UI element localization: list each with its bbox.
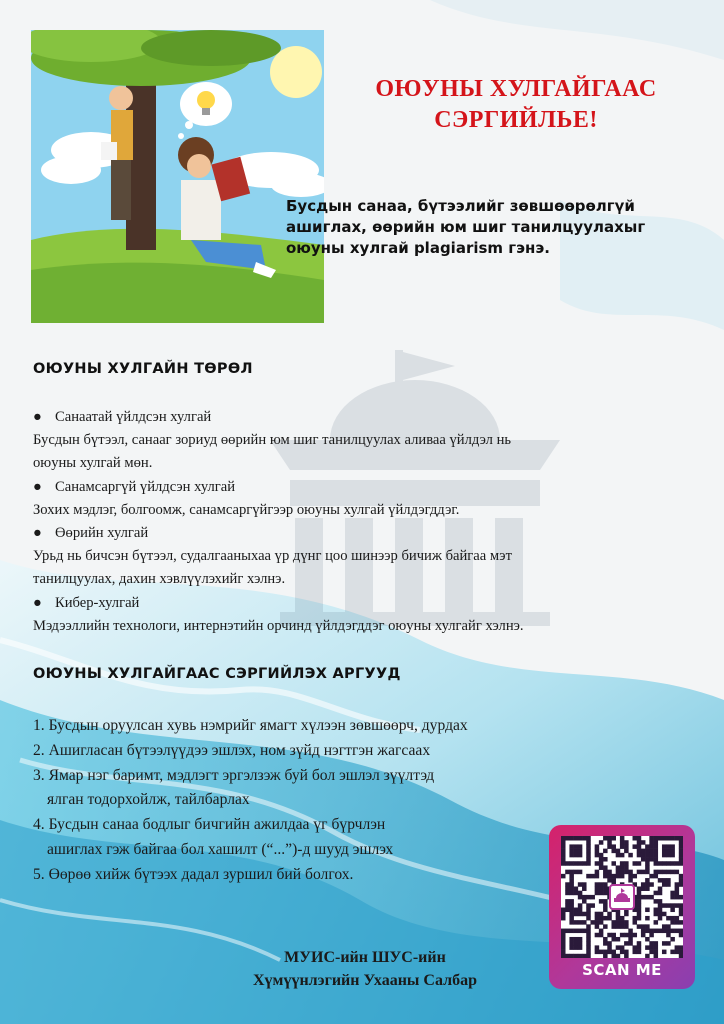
types-heading: ОЮУНЫ ХУЛГАЙН ТӨРӨЛ (33, 361, 253, 377)
intro-line-3: оюуны хулгай plagiarism гэнэ. (286, 239, 550, 257)
reading-under-tree-illustration (31, 30, 324, 323)
method-item-continued: ашиглах гэж байгаа бол хашилт (“...”)-д шууд эшлэх (47, 840, 394, 858)
qr-code-matrix (561, 836, 683, 958)
type-label: Санаатай үйлдсэн хулгай (55, 409, 212, 425)
type-desc: Зохих мэдлэг, болгоомж, санамсаргүйгээр оюуны хулгай үйлдэгддэг. (33, 501, 460, 518)
type-desc: Мэдээллийн технологи, интернэтийн орчинд үйлдэгддэг оюуны хулгайг хэлнэ. (33, 617, 524, 634)
method-item-continued: ялган тодорхойлж, тайлбарлах (47, 791, 250, 809)
list-item (33, 476, 713, 499)
types-list (33, 406, 713, 638)
bullet-icon: ● (33, 594, 42, 611)
bullet-icon: ● (33, 478, 42, 495)
type-desc: оюуны хулгай мөн. (33, 455, 153, 472)
type-desc: Бусдын бүтээл, санааг зориуд өөрийн юм шиг танилцуулах аливаа үйлдэл нь (33, 432, 512, 449)
footer-institution (200, 946, 530, 992)
type-desc: Урьд нь бичсэн бүтээл, судалгааныхаа үр дүнг цоо шинээр бичиж байгаа мэт (33, 548, 512, 565)
title-line-1: ОЮУНЫ ХУЛГАЙГААС (375, 76, 657, 102)
poster-title (330, 74, 702, 136)
type-label: Санамсаргүй үйлдсэн хулгай (55, 478, 236, 495)
bullet-icon: ● (33, 525, 42, 542)
method-item: 5. Өөрөө хийж бүтээх дадал зуршил бий болгох. (33, 865, 354, 883)
type-desc: танилцуулах, дахин хэвлүүлэхийг хэлнэ. (33, 571, 286, 588)
bullet-icon: ● (33, 409, 42, 425)
qr-card[interactable] (549, 825, 695, 989)
intro-line-1: Бусдын санаа, бүтээлийг зөвшөөрөлгүй (286, 197, 635, 215)
method-item: 1. Бусдын оруулсан хувь нэмрийг ямагт хүлээн зөвшөөрч, дурдах (33, 717, 468, 734)
type-label: Кибер-хулгай (55, 594, 140, 611)
method-item: 2. Ашигласан бүтээлүүдээ эшлэх, ном зүйд нэгтгэн жагсаах (33, 741, 431, 759)
qr-code-icon[interactable] (561, 836, 683, 958)
methods-heading: ОЮУНЫ ХУЛГАЙГААС СЭРГИЙЛЭХ АРГУУД (33, 666, 401, 682)
intro-definition (286, 196, 706, 259)
method-item: 3. Ямар нэг баримт, мэдлэгт эргэлзэж буй бол эшлэл зүүлтэд (33, 766, 435, 784)
list-item (33, 592, 713, 615)
title-line-2: СЭРГИЙЛЬЕ! (434, 107, 598, 133)
footer-line-2: Хүмүүнлэгийн Ухааны Салбар (253, 972, 477, 989)
list-item (33, 406, 713, 429)
scan-me-label: SCAN ME (582, 961, 662, 979)
footer-line-1: МУИС-ийн ШУС-ийн (284, 949, 446, 966)
method-item: 4. Бусдын санаа бодлыг бичгийн ажилдаа үг бүрчлэн (33, 816, 386, 834)
intro-line-2: ашиглах, өөрийн юм шиг танилцуулахыг (286, 218, 646, 236)
list-item (33, 522, 713, 545)
type-label: Өөрийн хулгай (55, 525, 149, 542)
methods-list (33, 714, 553, 888)
